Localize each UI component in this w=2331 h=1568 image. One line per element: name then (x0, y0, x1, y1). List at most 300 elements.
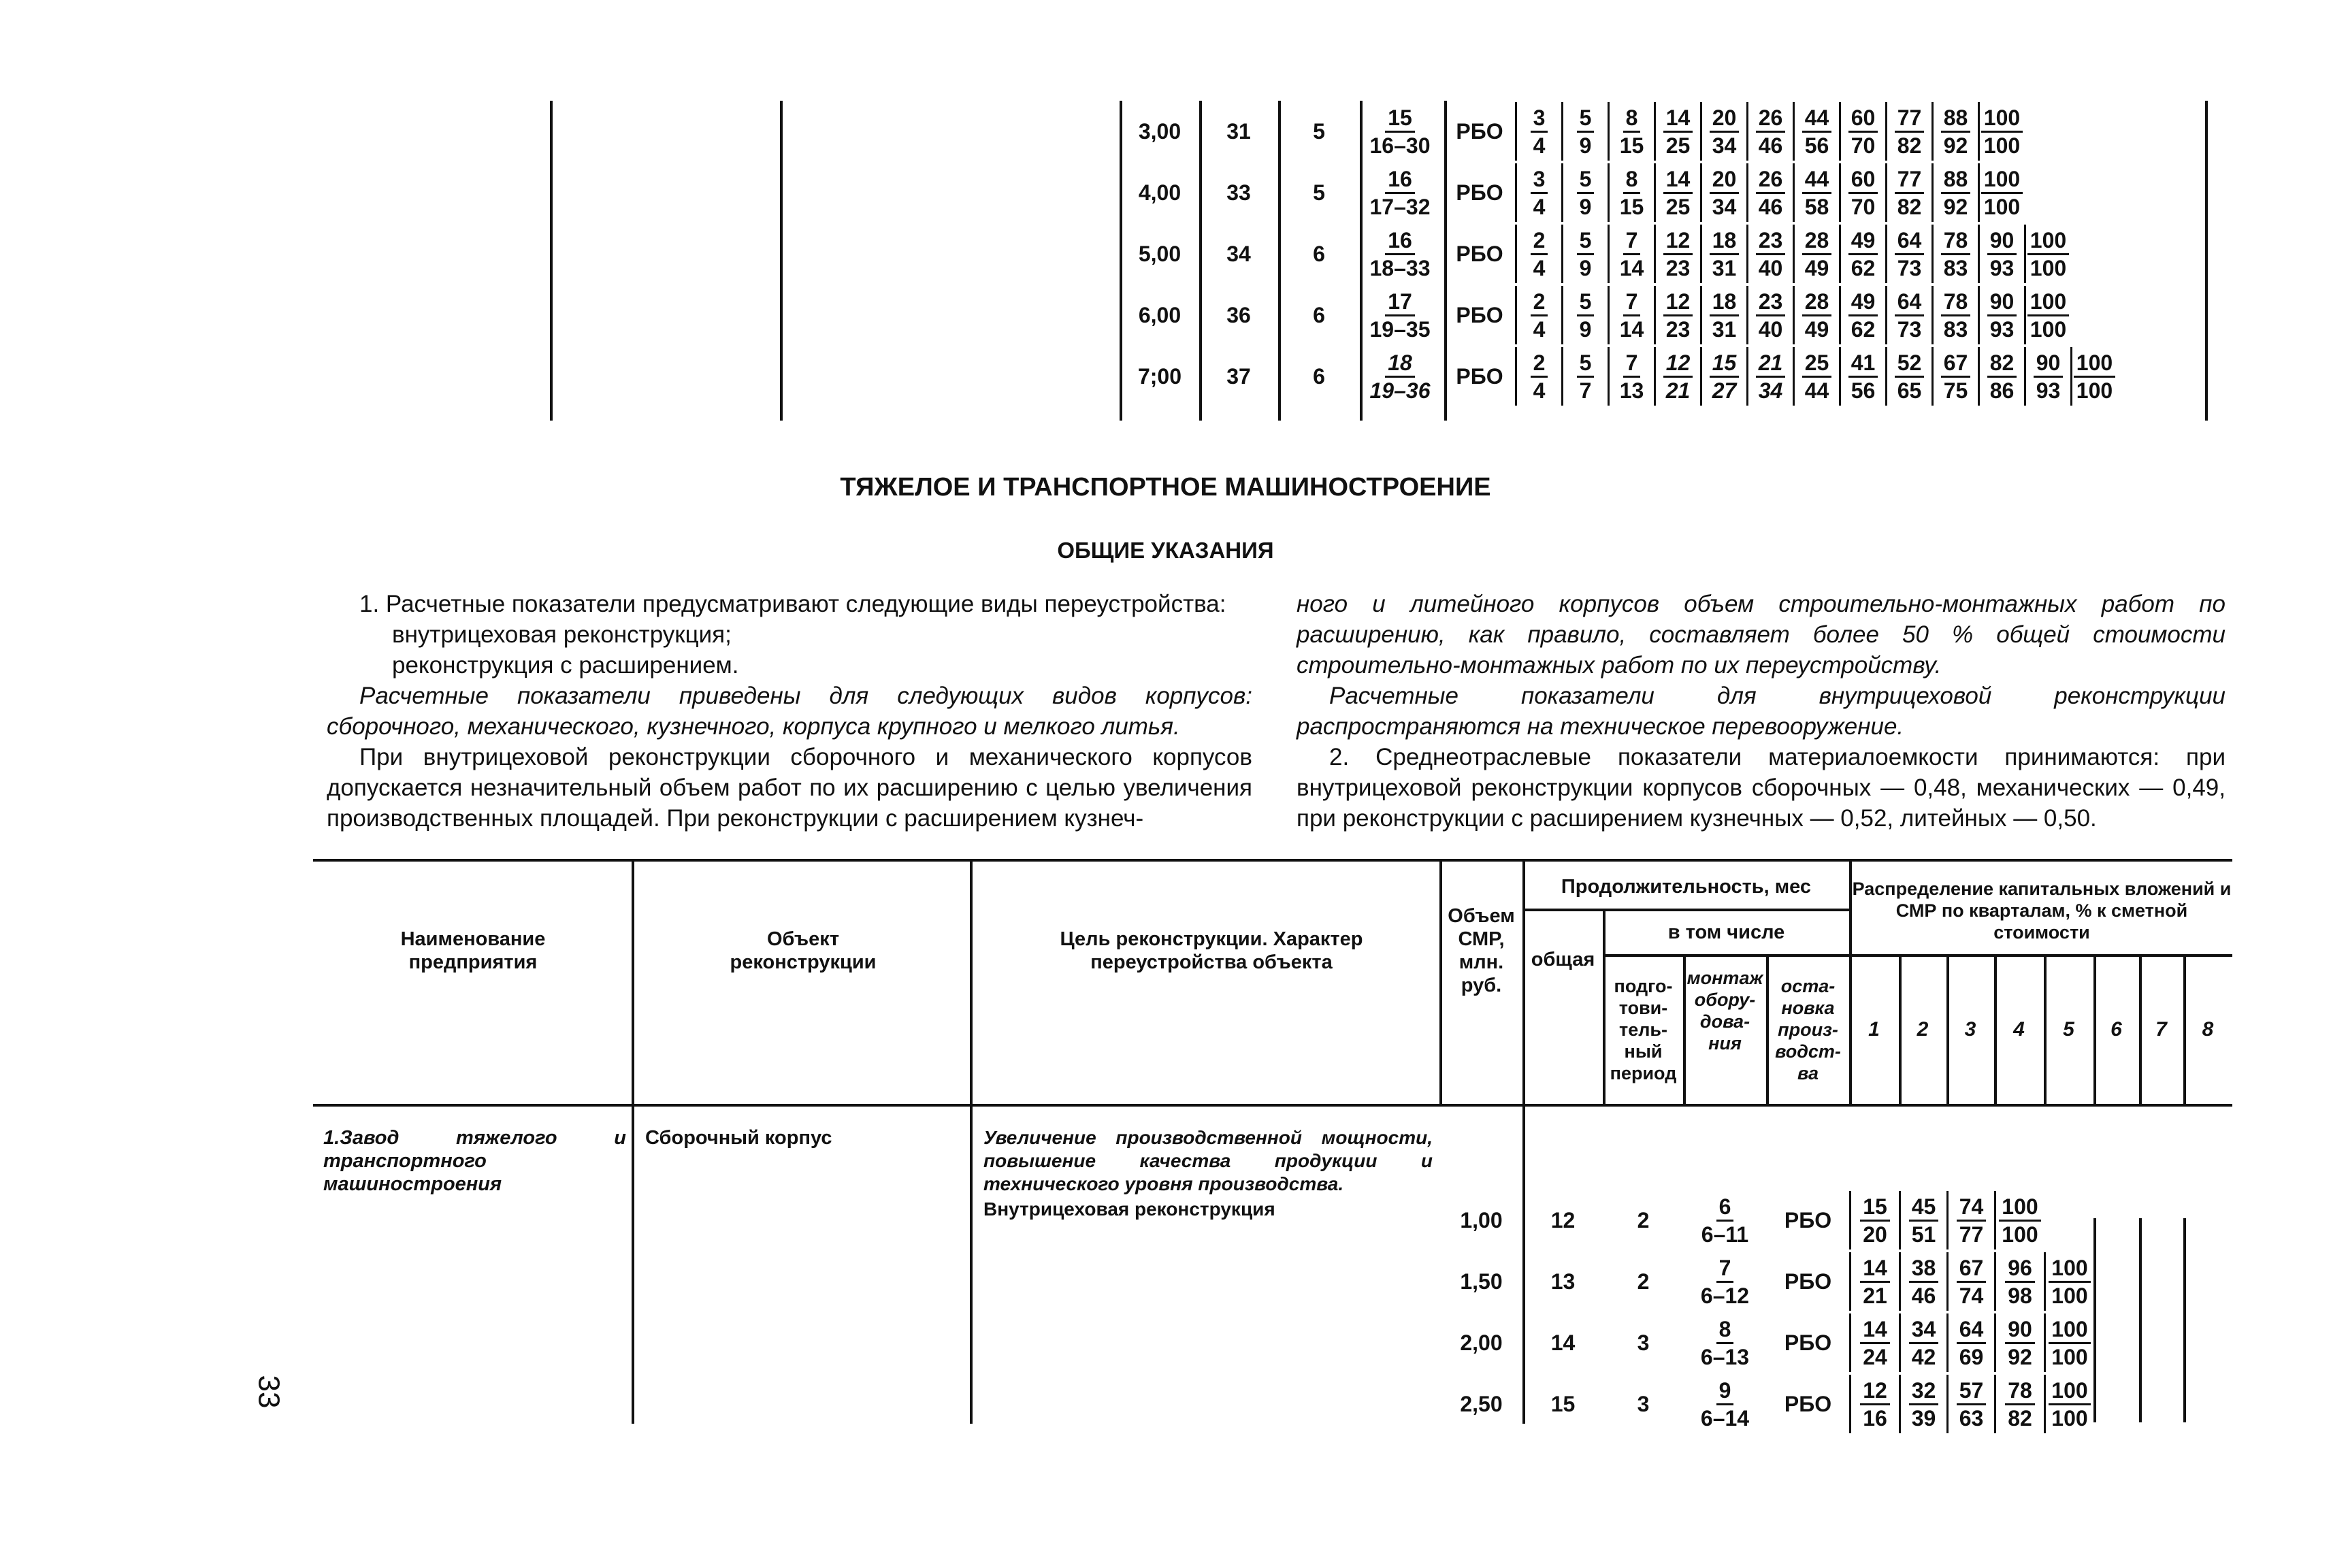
fraction-numerator: 96 (2005, 1257, 2035, 1283)
header-quarter: 8 (2202, 1017, 2214, 1041)
fraction-numerator: 28 (1802, 291, 1832, 316)
top-cell-quarter (2024, 286, 2070, 344)
fraction-denominator: 9 (1579, 194, 1592, 219)
fraction-numerator: 78 (1941, 291, 1971, 316)
fraction (1577, 168, 1595, 218)
row-quarter (1849, 1252, 1899, 1311)
fraction-numerator: 7 (1623, 291, 1641, 316)
top-cell-quarter (1931, 102, 1978, 161)
row-quarter (2044, 1313, 2093, 1372)
fraction (1617, 168, 1647, 218)
enterprise-label: 1.Завод тяжелого и транспортного машиностроения (323, 1127, 626, 1195)
header-quarter: 2 (1917, 1017, 1929, 1041)
top-cell-quarter (1839, 102, 1885, 161)
row-prep: 3 (1637, 1330, 1650, 1355)
fraction-numerator: 23 (1756, 291, 1786, 316)
top-cell-quarter (1561, 225, 1608, 283)
top-cell-quarter (1978, 347, 2024, 406)
header-goal: Цель реконструкции. Характер переустройства объекта (1060, 928, 1363, 973)
fraction-numerator: 14 (1860, 1257, 1890, 1283)
object-name: Сборочный корпус (645, 1127, 832, 1149)
paragraph: 1. Расчетные показатели предусматривают следующие виды переустройства: (359, 591, 1226, 617)
fraction-numerator: 5 (1577, 168, 1595, 194)
top-cell-quarter (1700, 347, 1746, 406)
fraction-numerator: 15 (1710, 352, 1740, 378)
row-quarter (1899, 1252, 1946, 1311)
fraction-denominator: 4 (1533, 194, 1546, 219)
header-total: общая (1531, 949, 1595, 970)
fraction (1756, 352, 1786, 402)
row-quarter (2044, 1375, 2093, 1433)
fraction-numerator: 20 (1710, 107, 1740, 133)
top-cell-quarter (1839, 163, 1885, 222)
fraction (1698, 1257, 1752, 1307)
fraction-denominator: 83 (1943, 255, 1968, 280)
top-cell-quarter (1885, 347, 1931, 406)
fraction-numerator: 8 (1716, 1318, 1734, 1344)
top-cell-quarter (1746, 286, 1793, 344)
top-cell-quarter (1700, 225, 1746, 283)
fraction-denominator: 46 (1758, 194, 1783, 219)
fraction-numerator: 100 (2049, 1257, 2090, 1283)
fraction-numerator: 8 (1623, 107, 1641, 133)
top-cell-quarter (1931, 163, 1978, 222)
row-quarter (1946, 1313, 1994, 1372)
fraction (1981, 168, 2023, 218)
fraction (1987, 352, 2017, 402)
fraction (1577, 291, 1595, 340)
fraction-denominator: 6–11 (1701, 1222, 1749, 1247)
top-cell-prep: 5 (1313, 118, 1325, 144)
fraction (1848, 291, 1878, 340)
fraction-numerator: 78 (1941, 229, 1971, 255)
fraction-numerator: 18 (1710, 291, 1740, 316)
fraction-denominator: 100 (2076, 378, 2113, 403)
fraction-numerator: 2 (1531, 352, 1548, 378)
fraction-numerator: 100 (1981, 107, 2023, 133)
fraction-denominator: 15 (1619, 133, 1644, 158)
fraction (1957, 1379, 1987, 1429)
row-mont (1685, 1375, 1765, 1433)
fraction-numerator: 14 (1663, 168, 1693, 194)
fraction-numerator: 90 (1987, 229, 2017, 255)
fraction-denominator: 40 (1758, 255, 1783, 280)
fraction (1941, 291, 1971, 340)
top-cell-quarter (1746, 102, 1793, 161)
top-cell-quarter (1978, 225, 2024, 283)
page-number: 33 (252, 1375, 286, 1409)
top-cell-smr: 6,00 (1138, 302, 1181, 327)
fraction-denominator: 34 (1712, 194, 1737, 219)
fraction-denominator: 17–32 (1369, 194, 1431, 219)
top-cell-quarter (1515, 286, 1561, 344)
fraction-numerator: 77 (1895, 107, 1925, 133)
fraction (2034, 352, 2064, 402)
fraction (1699, 1196, 1751, 1245)
row-total: 13 (1550, 1269, 1576, 1294)
top-cell-quarter (1746, 163, 1793, 222)
fraction-numerator: 12 (1860, 1379, 1890, 1405)
fraction (1860, 1379, 1890, 1429)
top-cell-quarter (1561, 347, 1608, 406)
fraction-denominator: 25 (1665, 133, 1691, 158)
fraction-numerator: 90 (2005, 1318, 2035, 1344)
top-cell-quarter (1561, 286, 1608, 344)
fraction (2027, 229, 2069, 279)
top-cell-total: 36 (1226, 302, 1251, 327)
row-smr: 2,50 (1460, 1391, 1503, 1416)
fraction (1710, 291, 1740, 340)
fraction-denominator: 7 (1579, 378, 1592, 403)
fraction-denominator: 73 (1897, 255, 1922, 280)
fraction-numerator: 64 (1895, 229, 1925, 255)
header-quarter: 3 (1964, 1017, 1976, 1041)
fraction (1895, 229, 1925, 279)
fraction (1848, 168, 1878, 218)
fraction-denominator: 31 (1712, 316, 1737, 342)
fraction-denominator: 100 (2002, 1222, 2038, 1247)
fraction-denominator: 83 (1943, 316, 1968, 342)
paragraph: внутрицеховая реконструкция; (392, 621, 732, 648)
fraction-denominator: 16 (1863, 1405, 1887, 1431)
fraction-denominator: 92 (1943, 194, 1968, 219)
fraction (1941, 229, 1971, 279)
top-cell-quarter (2070, 347, 2117, 406)
fraction (1663, 291, 1693, 340)
top-cell-prep: 5 (1313, 180, 1325, 205)
fraction-numerator: 64 (1895, 291, 1925, 316)
fraction-denominator: 63 (1959, 1405, 1984, 1431)
fraction (1987, 291, 2017, 340)
fraction (1367, 229, 1433, 279)
header-quarter: 6 (2110, 1017, 2122, 1041)
row-mont (1685, 1191, 1765, 1250)
row-prep: 2 (1637, 1207, 1650, 1232)
row-stop: РБО (1784, 1330, 1832, 1355)
fraction-denominator: 39 (1911, 1405, 1936, 1431)
fraction (1957, 1257, 1987, 1307)
fraction (1895, 291, 1925, 340)
fraction-denominator: 23 (1665, 316, 1691, 342)
fraction-numerator: 38 (1909, 1257, 1939, 1283)
fraction-denominator: 73 (1897, 316, 1922, 342)
fraction-denominator: 34 (1712, 133, 1737, 158)
row-quarter (1994, 1252, 2044, 1311)
top-cell-quarter (1978, 163, 2024, 222)
row-quarter (1849, 1191, 1899, 1250)
header-quarter: 1 (1868, 1017, 1880, 1041)
fraction (1909, 1196, 1939, 1245)
fraction-denominator: 100 (1983, 194, 2021, 219)
top-cell-quarter (1561, 163, 1608, 222)
fraction-denominator: 92 (1943, 133, 1968, 158)
top-cell-quarter (1931, 347, 1978, 406)
fraction-numerator: 49 (1848, 229, 1878, 255)
fraction-denominator: 46 (1758, 133, 1783, 158)
fraction-denominator: 20 (1863, 1222, 1887, 1247)
fraction (1367, 291, 1433, 340)
fraction (1663, 168, 1693, 218)
fraction-denominator: 13 (1619, 378, 1644, 403)
fraction-numerator: 21 (1756, 352, 1786, 378)
fraction (1710, 168, 1740, 218)
fraction-denominator: 93 (1989, 316, 2015, 342)
fraction-denominator: 82 (1897, 133, 1922, 158)
fraction-numerator: 57 (1957, 1379, 1987, 1405)
row-quarter (1994, 1191, 2044, 1250)
fraction-numerator: 3 (1531, 107, 1548, 133)
fraction-numerator: 15 (1385, 107, 1415, 133)
row-stop: РБО (1784, 1207, 1832, 1232)
row-smr: 1,50 (1460, 1269, 1503, 1294)
row-prep: 2 (1637, 1269, 1650, 1294)
fraction-numerator: 100 (1999, 1196, 2040, 1222)
top-cell-quarter (1978, 286, 2024, 344)
fraction (1663, 107, 1693, 157)
fraction-numerator: 2 (1531, 229, 1548, 255)
fraction-numerator: 14 (1860, 1318, 1890, 1344)
fraction-numerator: 7 (1623, 352, 1641, 378)
top-cell-total: 37 (1226, 363, 1251, 389)
fraction-numerator: 16 (1385, 168, 1415, 194)
fraction-denominator: 69 (1959, 1344, 1984, 1369)
top-cell-quarter (2024, 347, 2070, 406)
fraction-denominator: 14 (1619, 255, 1644, 280)
fraction-numerator: 100 (2074, 352, 2115, 378)
fraction-denominator: 74 (1959, 1283, 1984, 1308)
top-cell-quarter (1793, 225, 1839, 283)
fraction-denominator: 34 (1758, 378, 1783, 403)
fraction (1663, 229, 1693, 279)
fraction-denominator: 70 (1851, 194, 1876, 219)
fraction (1802, 229, 1832, 279)
fraction-denominator: 6–14 (1700, 1405, 1750, 1431)
top-cell-quarter (1885, 102, 1931, 161)
top-cell-stop: РБО (1456, 241, 1503, 266)
fraction-denominator: 100 (2051, 1283, 2088, 1308)
fraction (1957, 1196, 1987, 1245)
fraction-numerator: 26 (1756, 107, 1786, 133)
paragraph: реконструкция с расширением. (392, 652, 739, 679)
fraction-denominator: 100 (1983, 133, 2021, 158)
top-cell-stop: РБО (1456, 363, 1503, 389)
fraction (1860, 1318, 1890, 1368)
top-cell-smr: 4,00 (1138, 180, 1181, 205)
top-cell-quarter (1931, 286, 1978, 344)
fraction (1617, 291, 1647, 340)
top-cell-quarter (1978, 102, 2024, 161)
fraction-numerator: 77 (1895, 168, 1925, 194)
paragraph: Расчетные показатели для внутрицеховой реконструкции распространяются на техническое перевооружение. (1297, 683, 2226, 740)
fraction-denominator: 9 (1579, 133, 1592, 158)
row-stop: РБО (1784, 1391, 1832, 1416)
fraction-denominator: 82 (2008, 1405, 2032, 1431)
top-cell-prep: 6 (1313, 241, 1325, 266)
fraction-numerator: 45 (1909, 1196, 1939, 1222)
row-quarter (1899, 1191, 1946, 1250)
row-quarter (1849, 1313, 1899, 1372)
fraction-numerator: 100 (2027, 229, 2069, 255)
fraction-numerator: 5 (1577, 107, 1595, 133)
fraction-denominator: 18–33 (1369, 255, 1431, 280)
fraction (2005, 1318, 2035, 1368)
fraction (1617, 352, 1647, 402)
fraction (1848, 352, 1878, 402)
fraction-denominator: 62 (1851, 316, 1876, 342)
fraction-numerator: 17 (1385, 291, 1415, 316)
fraction-denominator: 98 (2008, 1283, 2032, 1308)
fraction (1909, 1318, 1939, 1368)
fraction (1710, 352, 1740, 402)
fraction-numerator: 5 (1577, 229, 1595, 255)
fraction-numerator: 64 (1957, 1318, 1987, 1344)
top-cell-total: 34 (1226, 241, 1251, 266)
fraction-numerator: 5 (1577, 291, 1595, 316)
fraction (1367, 352, 1433, 402)
row-quarter (1946, 1252, 1994, 1311)
fraction (1663, 352, 1693, 402)
fraction-denominator: 21 (1665, 378, 1691, 403)
fraction-numerator: 82 (1987, 352, 2017, 378)
header-stop: оста-новка произ-водст-ва (1775, 975, 1841, 1083)
row-quarter (1849, 1375, 1899, 1433)
fraction (1710, 229, 1740, 279)
header-mont: монтаж обору-дова-ния (1686, 968, 1763, 1054)
top-cell-quarter (1839, 347, 1885, 406)
section-title: ТЯЖЕЛОЕ И ТРАНСПОРТНОЕ МАШИНОСТРОЕНИЕ (840, 473, 1491, 502)
fraction (1367, 168, 1433, 218)
text-column-left (327, 589, 1252, 834)
fraction-numerator: 100 (1981, 168, 2023, 194)
fraction-numerator: 90 (1987, 291, 2017, 316)
header-distribution: Распределение капитальных вложений и СМР по кварталам, % к сметной стоимости (1852, 879, 2232, 943)
fraction-denominator: 19–36 (1369, 378, 1431, 403)
fraction (1860, 1257, 1890, 1307)
fraction-denominator: 70 (1851, 133, 1876, 158)
fraction (1981, 107, 2023, 157)
fraction (2049, 1257, 2090, 1307)
enterprise-name (323, 1126, 626, 1196)
top-cell-quarter (1885, 286, 1931, 344)
header-volume: Объем СМР, млн. руб. (1448, 905, 1515, 996)
fraction (1941, 168, 1971, 218)
fraction (2074, 352, 2115, 402)
fraction-denominator: 100 (2030, 316, 2067, 342)
fraction (1909, 1257, 1939, 1307)
fraction-numerator: 49 (1848, 291, 1878, 316)
fraction-denominator: 16–30 (1369, 133, 1431, 158)
fraction-numerator: 100 (2049, 1318, 2090, 1344)
top-cell-quarter (1654, 102, 1700, 161)
top-cell-mont (1360, 286, 1440, 344)
fraction (1802, 107, 1832, 157)
row-smr: 1,00 (1460, 1207, 1503, 1232)
header-incl: в том числе (1667, 921, 1785, 943)
paragraph: 2. Среднеотраслевые показатели материалоемкости принимаются: при внутрицеховой реконструкции корпусов сборочных — 0,48, механических — 0,49, при реконструкции с расширением кузнечных — 0,52, литейных — 0,50. (1297, 744, 2226, 832)
fraction-denominator: 49 (1804, 255, 1829, 280)
fraction-denominator: 9 (1579, 316, 1592, 342)
fraction-denominator: 77 (1959, 1222, 1984, 1247)
top-cell-quarter (2024, 225, 2070, 283)
fraction-numerator: 18 (1710, 229, 1740, 255)
row-total: 12 (1550, 1207, 1576, 1232)
fraction-numerator: 8 (1623, 168, 1641, 194)
row-total: 14 (1550, 1330, 1576, 1355)
top-cell-quarter (1654, 163, 1700, 222)
row-total: 15 (1550, 1391, 1576, 1416)
fraction-denominator: 100 (2030, 255, 2067, 280)
top-cell-prep: 6 (1313, 302, 1325, 327)
top-cell-quarter (1654, 225, 1700, 283)
fraction (1698, 1379, 1752, 1429)
fraction-denominator: 44 (1804, 378, 1829, 403)
fraction (1848, 107, 1878, 157)
fraction-denominator: 56 (1851, 378, 1876, 403)
top-cell-quarter (1931, 225, 1978, 283)
fraction-numerator: 100 (2049, 1379, 2090, 1405)
fraction-denominator: 4 (1533, 133, 1546, 158)
fraction (1999, 1196, 2040, 1245)
top-cell-quarter (1515, 347, 1561, 406)
top-cell-quarter (1700, 286, 1746, 344)
fraction-denominator: 27 (1712, 378, 1737, 403)
fraction-numerator: 6 (1716, 1196, 1734, 1222)
top-cell-quarter (1561, 102, 1608, 161)
fraction (2005, 1257, 2035, 1307)
fraction (1802, 352, 1832, 402)
row-quarter (1994, 1313, 2044, 1372)
fraction (1848, 229, 1878, 279)
fraction-denominator: 23 (1665, 255, 1691, 280)
fraction (1756, 168, 1786, 218)
fraction (2049, 1379, 2090, 1429)
fraction-denominator: 62 (1851, 255, 1876, 280)
top-cell-quarter (1515, 102, 1561, 161)
top-cell-quarter (1654, 286, 1700, 344)
row-quarter (2044, 1252, 2093, 1311)
top-cell-quarter (1515, 225, 1561, 283)
fraction-denominator: 6–13 (1700, 1344, 1750, 1369)
fraction (1756, 107, 1786, 157)
row-mont (1685, 1313, 1765, 1372)
fraction-denominator: 86 (1989, 378, 2015, 403)
fraction (1987, 229, 2017, 279)
fraction-denominator: 100 (2051, 1344, 2088, 1369)
fraction-denominator: 19–35 (1369, 316, 1431, 342)
fraction-denominator: 21 (1863, 1283, 1887, 1308)
fraction-denominator: 93 (2036, 378, 2061, 403)
fraction-numerator: 60 (1848, 107, 1878, 133)
top-cell-quarter (1700, 163, 1746, 222)
top-cell-quarter (1793, 102, 1839, 161)
fraction (1941, 352, 1971, 402)
top-cell-quarter (1793, 347, 1839, 406)
fraction-numerator: 12 (1663, 352, 1693, 378)
top-cell-smr: 3,00 (1138, 118, 1181, 144)
fraction-denominator: 46 (1911, 1283, 1936, 1308)
fraction-numerator: 7 (1716, 1257, 1734, 1283)
fraction-numerator: 100 (2027, 291, 2069, 316)
fraction-numerator: 7 (1623, 229, 1641, 255)
fraction-denominator: 56 (1804, 133, 1829, 158)
row-quarter (1899, 1313, 1946, 1372)
top-cell-stop: РБО (1456, 118, 1503, 144)
fraction (1617, 229, 1647, 279)
fraction (1860, 1196, 1890, 1245)
top-cell-mont (1360, 225, 1440, 283)
fraction (1577, 229, 1595, 279)
top-cell-stop: РБО (1456, 302, 1503, 327)
